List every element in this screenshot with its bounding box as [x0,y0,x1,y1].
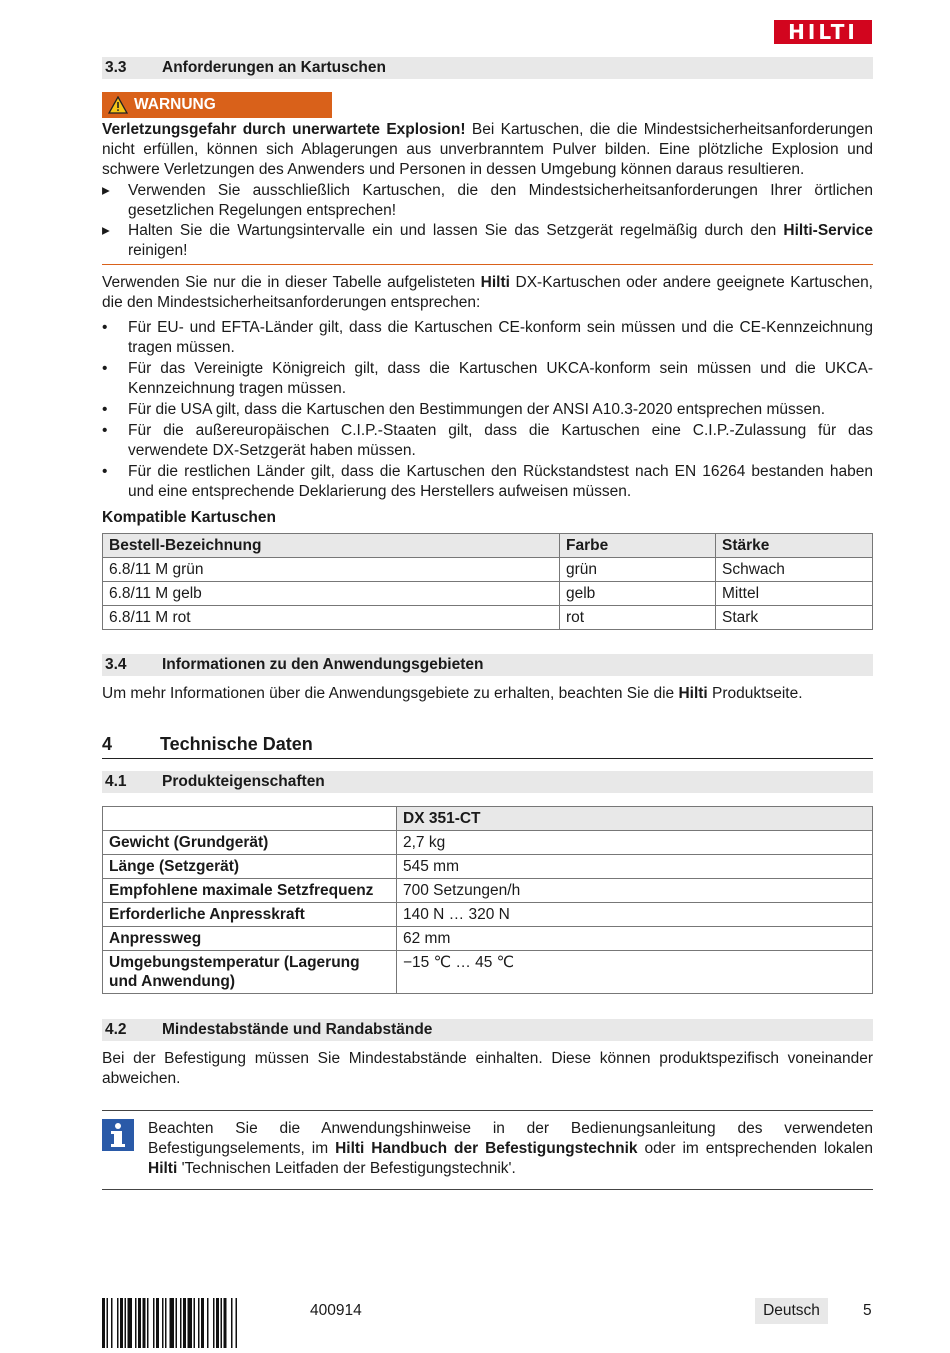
barcode-bar [201,1298,204,1348]
barcode-bar [128,1298,133,1348]
barcode-bar [231,1298,233,1348]
chapter-4-heading [102,730,873,759]
spec-value: 140 N … 320 N [397,903,873,927]
info-icon [102,1119,148,1179]
spec-value: 62 mm [397,927,873,951]
barcode-bar [120,1298,123,1348]
table-row [103,558,873,582]
barcode-bar [153,1298,155,1348]
spec-value: 2,7 kg [397,831,873,855]
spec-value: 545 mm [397,855,873,879]
barcode-bar [236,1298,238,1348]
spec-value: 700 Setzungen/h [397,879,873,903]
barcode-bar [143,1298,146,1348]
chapter-number: 4 [102,734,113,754]
spec-label: Länge (Setzgerät) [103,855,397,879]
column-header: Stärke [716,534,873,558]
bullet-icon: • [102,360,108,377]
note-bold-text: Hilti Handbuch der Befestigungstechnik [335,1140,638,1157]
requirement-item [102,318,873,358]
table-row [103,582,873,606]
barcode-bar [111,1298,113,1348]
table-row [103,831,873,855]
action-text: Verwenden Sie ausschließlich Kartuschen, die den Mindestsicherheitsanforderungen Ihrer örtlichen gesetzlichen Regelungen entsprechen! [128,182,873,219]
note-text: 'Technischen Leitfaden der Befestigungstechnik'. [177,1160,516,1177]
info-note-text [148,1119,873,1179]
barcode-bar [138,1298,141,1348]
barcode-bar [194,1298,196,1348]
table-cell: gelb [560,582,716,606]
section-3-4-text [102,684,873,704]
requirement-text: Für das Vereinigte Königreich gilt, dass die Kartuschen UKCA-konform sein müssen und die UKCA-Kennzeichnung tragen müssen. [128,360,873,397]
requirement-item [102,421,873,461]
bullet-icon: • [102,319,108,336]
table-row [103,606,873,630]
bullet-icon: • [102,422,108,439]
warning-action-item [102,181,873,221]
table-cell: Stark [716,606,873,630]
section-3-3-heading [102,57,873,79]
warning-paragraph [102,120,873,180]
barcode-bar [107,1298,109,1348]
spec-label: Gewicht (Grundgerät) [103,831,397,855]
barcode-bar [156,1298,159,1348]
page-content [102,0,873,1190]
barcode-bar [198,1298,200,1348]
cartridges-caption: Kompatible Kartuschen [102,509,276,526]
barcode-bar [207,1298,209,1348]
cartridges-table [102,533,873,630]
language-label: Deutsch [755,1298,828,1324]
table-header-row [103,807,873,831]
body-text: Produktseite. [707,685,803,702]
requirement-item [102,400,873,420]
bullet-icon: • [102,463,108,480]
product-specs-table [102,806,873,994]
empty-header-cell [103,807,397,831]
chapter-title: Technische Daten [160,734,313,754]
action-text: reinigen! [128,242,188,259]
barcode-bar [213,1298,215,1348]
barcode-bar [216,1298,219,1348]
arrow-bullet-icon: ▸ [102,182,110,199]
barcode-bar [176,1298,178,1348]
table-header-row [103,534,873,558]
table-row [103,903,873,927]
requirement-text: Für die USA gilt, dass die Kartuschen den Bestimmungen der ANSI A10.3-2020 entsprechen müssen. [128,401,826,418]
section-title: Informationen zu den Anwendungsgebieten [162,656,484,673]
column-header: Farbe [560,534,716,558]
spec-label: Umgebungstemperatur (Lagerung und Anwendung) [103,951,397,994]
warning-actions [102,181,873,261]
barcode-bar [135,1298,137,1348]
barcode-image [102,1298,288,1348]
requirement-text: Für EU- und EFTA-Länder gilt, dass die Kartuschen CE-konform sein müssen und die CE-Kennzeichnung tragen müssen. [128,319,873,356]
barcode-bar [125,1298,127,1348]
table-row [103,855,873,879]
barcode-bar [180,1298,182,1348]
table-cell: 6.8/11 M rot [103,606,560,630]
bullet-icon: • [102,401,108,418]
barcode-bar [170,1298,175,1348]
requirement-text: Für die außereuropäischen C.I.P.-Staaten gilt, dass die Kartuschen eine C.I.P.-Zulassung für das verwendete DX-Setzgerät haben müssen. [128,422,873,459]
section-number: 4.1 [105,773,127,790]
barcode-bar [188,1298,193,1348]
table-row [103,927,873,951]
section-title: Anforderungen an Kartuschen [162,59,386,76]
product-column-header: DX 351-CT [397,807,873,831]
note-text: oder im entsprechenden lokalen [637,1140,873,1157]
warning-divider [102,264,873,265]
document-code: 400914 [310,1302,362,1319]
warning-label: WARNUNG [134,96,216,113]
section-title: Produkteigenschaften [162,773,325,790]
section-number: 4.2 [105,1021,127,1038]
warning-headline: Verletzungsgefahr durch unerwartete Explosion! [102,121,466,138]
column-header: Bestell-Bezeichnung [103,534,560,558]
table-row [103,879,873,903]
section-4-2-heading [102,1019,873,1041]
hilti-service-text: Hilti-Service [783,222,873,239]
note-text: Beachten Sie die Anwendungshinweise in der Bedienungsanleitung des verwendeten Befestigungselements, im [148,1120,873,1157]
table-cell: Mittel [716,582,873,606]
intro-text: Verwenden Sie nur die in dieser Tabelle aufgelisteten [102,274,481,291]
brand-text: Hilti [480,274,510,291]
barcode-bar [183,1298,186,1348]
brand-text: Hilti [678,685,708,702]
section-title: Mindestabstände und Randabstände [162,1021,433,1038]
barcode-bar [224,1298,227,1348]
table-row [103,951,873,994]
arrow-bullet-icon: ▸ [102,222,110,239]
spec-label: Erforderliche Anpresskraft [103,903,397,927]
requirement-item [102,359,873,399]
barcode-bar [102,1298,105,1348]
barcode-bar [147,1298,149,1348]
requirements-list [102,318,873,502]
barcode-bar [165,1298,167,1348]
spec-label: Anpressweg [103,927,397,951]
page-number: 5 [863,1302,872,1319]
barcode-bar [117,1298,119,1348]
table-cell: rot [560,606,716,630]
barcode-bar [162,1298,164,1348]
intro-paragraph [102,273,873,313]
spec-value: −15 ℃ … 45 ℃ [397,951,873,994]
spec-label: Empfohlene maximale Setzfrequenz [103,879,397,903]
section-4-2-text: Bei der Befestigung müssen Sie Mindestabstände einhalten. Diese können produktspezifisch voneinander abweichen. [102,1050,873,1087]
table-cell: grün [560,558,716,582]
section-number: 3.4 [105,656,127,673]
section-number: 3.3 [105,59,127,76]
intro-text: DX-Kartuschen oder andere geeignete Kartuschen, die den Mindestsicherheitsanforderungen entsprechen: [102,274,873,311]
page-footer [102,1298,873,1348]
body-text: Um mehr Informationen über die Anwendungsgebiete zu erhalten, beachten Sie die [102,685,679,702]
table-cell: 6.8/11 M gelb [103,582,560,606]
requirement-text: Für die restlichen Länder gilt, dass die Kartuschen den Rückstandstest nach EN 16264 bestanden haben und eine entsprechende Deklarierung des Herstellers aufweisen müssen. [128,463,873,500]
info-note [102,1110,873,1190]
requirement-item [102,462,873,502]
warning-badge [102,92,332,118]
warning-triangle-icon [102,96,134,114]
brand-text: Hilti [148,1160,178,1177]
section-4-1-heading [102,771,873,793]
barcode-bar [221,1298,223,1348]
section-3-4-heading [102,654,873,676]
hilti-logo: HILTI [774,20,872,44]
warning-text: Bei Kartuschen, die die Mindestsicherheitsanforderungen nicht erfüllen, können sich Ablagerungen aus unverbranntem Pulver bilden. Eine plötzliche Explosion und schwere Verletzungen des Anwenders und Personen in dessen Umgebung können daraus resultieren. [102,121,873,178]
action-text: Halten Sie die Wartungsintervalle ein und lassen Sie das Setzgerät regelmäßig durch den [128,222,784,239]
table-cell: Schwach [716,558,873,582]
table-cell: 6.8/11 M grün [103,558,560,582]
warning-action-item [102,221,873,261]
